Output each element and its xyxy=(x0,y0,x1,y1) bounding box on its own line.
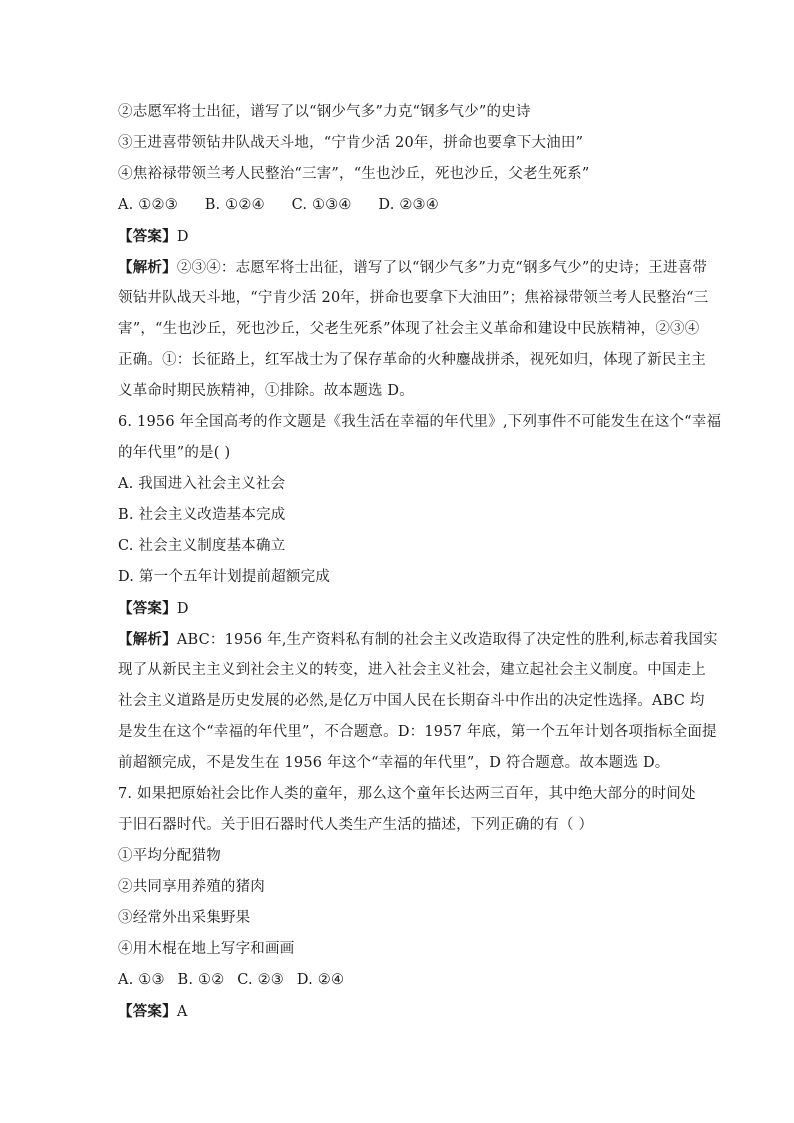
q7-stem-line-2: 于旧石器时代。关于旧石器时代人类生产生活的描述，下列正确的有（ ） xyxy=(118,817,594,833)
q5-option-d: D. ②③④ xyxy=(378,197,439,213)
q6-option-c: C. 社会主义制度基本确立 xyxy=(118,538,286,554)
q7-statement-1: ①平均分配猎物 xyxy=(118,848,221,864)
q5-analysis-line-5: 义革命时期民族精神，①排除。故本题选 D。 xyxy=(118,383,414,399)
q6-analysis-text-1: ABC：1956 年,生产资料私有制的社会主义改造取得了决定性的胜利,标志着我国实 xyxy=(176,632,718,648)
q5-analysis-label: 【解析】 xyxy=(118,259,177,276)
q7-options xyxy=(118,965,678,996)
q5-analysis-line-2: 领钻井队战天斗地，“宁肯少活 20年，拼命也要拿下大油田”；焦裕禄带领兰考人民整治“三 xyxy=(118,290,709,306)
q7-answer xyxy=(118,996,678,1027)
q6-analysis-line-2: 现了从新民主主义到社会主义的转变，进入社会主义社会，建立起社会主义制度。中国走上 xyxy=(118,662,706,678)
q5-analysis-line-3: 害”，“生也沙丘，死也沙丘，父老生死系”体现了社会主义革命和建设中民族精神，②③④ xyxy=(118,321,700,337)
q6-analysis-line-1 xyxy=(118,624,718,655)
q5-answer xyxy=(118,221,678,252)
q7-stem-line-1: 7. 如果把原始社会比作人类的童年，那么这个童年长达两三百年，其中绝大部分的时间处 xyxy=(118,786,696,802)
q5-statement-3: ③王进喜带领钻井队战天斗地，“宁肯少活 20年，拼命也要拿下大油田” xyxy=(118,135,584,151)
q5-option-c: C. ①③④ xyxy=(291,197,352,213)
q7-option-c: C. ②③ xyxy=(237,972,284,988)
q6-analysis-line-3: 社会主义道路是历史发展的必然,是亿万中国人民在长期奋斗中作出的决定性选择。ABC 均 xyxy=(118,693,705,709)
q6-option-d: D. 第一个五年计划提前超额完成 xyxy=(118,569,331,585)
q7-option-a: A. ①③ xyxy=(118,972,165,988)
q7-statement-4: ④用木棍在地上写字和画画 xyxy=(118,941,295,957)
q6-stem-line-2: 的年代里”的是( ) xyxy=(118,445,231,461)
q5-answer-label: 【答案】 xyxy=(118,228,177,245)
q5-analysis-line-1 xyxy=(118,252,708,283)
q6-answer-value: D xyxy=(176,601,189,617)
q5-analysis-text-1: ②③④：志愿军将士出征，谱写了以“钢少气多”力克“钢多气少”的史诗；王进喜带 xyxy=(176,260,708,276)
q6-analysis-label: 【解析】 xyxy=(118,631,177,648)
q6-option-a: A. 我国进入社会主义社会 xyxy=(118,476,286,492)
q7-option-b: B. ①② xyxy=(177,972,225,988)
q7-answer-value: A xyxy=(176,1004,188,1020)
q6-stem-line-1: 6. 1956 年全国高考的作文题是《我生活在幸福的年代里》,下列事件不可能发生在这个“幸福 xyxy=(118,414,722,430)
q5-analysis-line-4: 正确。①：长征路上，红军战士为了保存革命的火种鏖战拼杀，视死如归，体现了新民主主 xyxy=(118,352,706,368)
q6-answer xyxy=(118,593,678,624)
q6-analysis-line-4: 是发生在这个“幸福的年代里”，不合题意。D：1957 年底，第一个五年计划各项指标全面提 xyxy=(118,724,717,740)
q7-statement-2: ②共同享用养殖的猪肉 xyxy=(118,879,265,895)
q6-option-b: B. 社会主义改造基本完成 xyxy=(118,507,286,523)
q5-option-a: A. ①②③ xyxy=(118,197,178,213)
q5-options xyxy=(118,190,678,221)
q5-statement-4: ④焦裕禄带领兰考人民整治“三害”，“生也沙丘，死也沙丘，父老生死系” xyxy=(118,166,590,182)
q5-statement-2: ②志愿军将士出征，谱写了以“钢少气多”力克“钢多气少”的史诗 xyxy=(118,104,531,120)
q7-option-d: D. ②④ xyxy=(296,972,345,988)
q7-answer-label: 【答案】 xyxy=(118,1003,177,1020)
q6-analysis-line-5: 前超额完成，不是发生在 1956 年这个“幸福的年代里”，D 符合题意。故本题选 D。 xyxy=(118,755,670,771)
q5-answer-value: D xyxy=(176,229,189,245)
q7-statement-3: ③经常外出采集野果 xyxy=(118,910,251,926)
q6-answer-label: 【答案】 xyxy=(118,600,177,617)
q5-option-b: B. ①②④ xyxy=(204,197,265,213)
document-page xyxy=(118,97,722,1027)
